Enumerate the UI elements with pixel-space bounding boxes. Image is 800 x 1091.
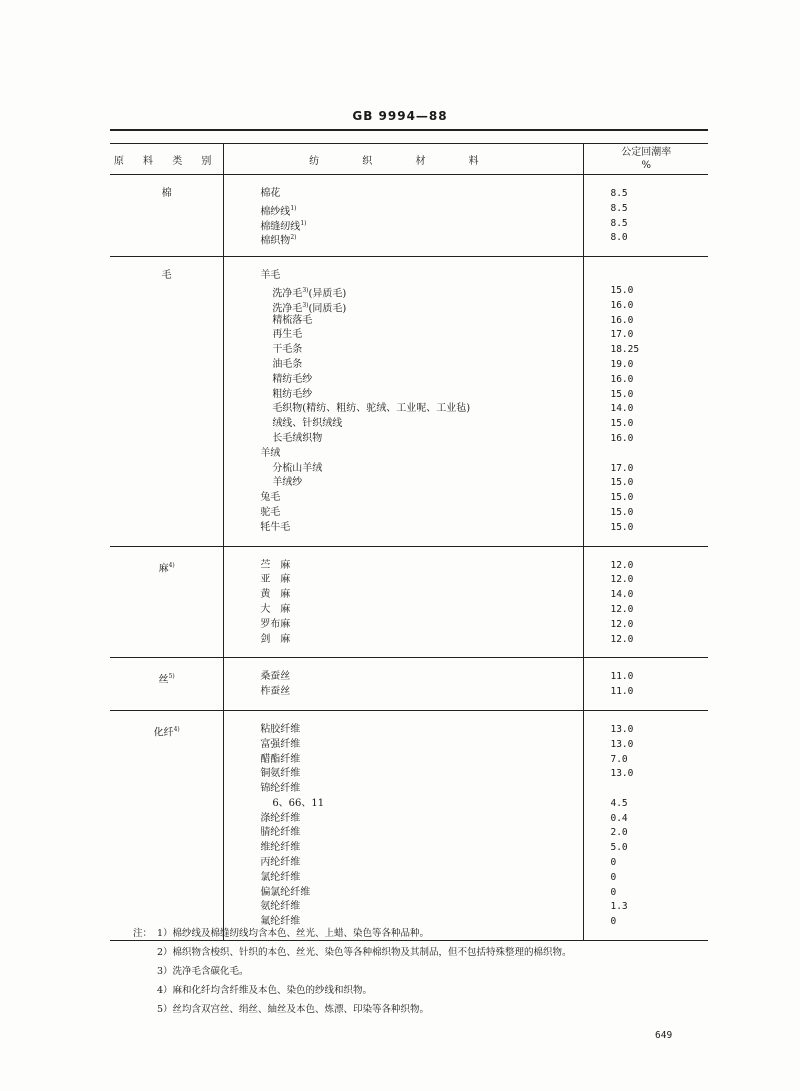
notes-section xyxy=(133,924,572,1019)
column-header-category: 原 料 类 别 xyxy=(110,144,224,175)
rate-value: 18.25 xyxy=(610,344,640,356)
rate-value: 11.0 xyxy=(610,671,634,683)
rate-value: 8.5 xyxy=(610,188,628,199)
rate-cell xyxy=(584,257,708,546)
rate-value xyxy=(584,782,708,797)
material-name: 维纶纤维 xyxy=(260,842,301,854)
material-item xyxy=(224,559,583,574)
rate-cell xyxy=(584,175,708,257)
material-item xyxy=(224,782,583,797)
material-name: 粘胶纤维 xyxy=(260,723,301,735)
rate-value: 15.0 xyxy=(610,388,634,400)
table-group-row xyxy=(110,175,708,257)
rate-value: 7.0 xyxy=(610,753,628,765)
material-cell xyxy=(224,710,584,940)
material-item xyxy=(224,603,583,618)
material-item xyxy=(224,299,583,314)
rate-value: 12.0 xyxy=(610,633,634,645)
category-label: 棉 xyxy=(161,188,172,199)
material-name: 粗纺毛纱 xyxy=(272,388,313,400)
material-name: 棉花 xyxy=(260,188,281,199)
material-name: 黄 麻 xyxy=(260,589,291,601)
material-name: 棉织物 xyxy=(260,235,291,247)
note-item xyxy=(133,962,572,981)
material-suffix: (异质毛) xyxy=(308,288,347,300)
rate-value: 15.0 xyxy=(610,521,634,533)
material-name: 剑 麻 xyxy=(260,633,291,645)
material-item xyxy=(224,202,583,217)
material-item xyxy=(224,187,583,202)
material-name: 氨纶纤维 xyxy=(260,901,301,913)
rate-value: 0 xyxy=(610,916,617,928)
rate-cell xyxy=(584,546,708,658)
material-item xyxy=(224,506,583,521)
material-name: 苎 麻 xyxy=(260,559,291,571)
note-text: 5）丝均含双宫丝、绢丝、紬丝及本色、炼漂、印染等各种织物。 xyxy=(157,1004,430,1015)
rate-value: 8.5 xyxy=(610,217,628,229)
material-name: 棉缝纫线 xyxy=(260,220,301,232)
rate-value: 0 xyxy=(610,871,617,883)
material-item xyxy=(224,402,583,417)
category-label: 丝 xyxy=(158,674,169,686)
header-rule xyxy=(110,129,708,131)
category-footnote-ref: 4) xyxy=(168,561,175,569)
note-item xyxy=(133,981,572,1000)
rate-value: 16.0 xyxy=(610,299,634,311)
material-item xyxy=(224,633,583,648)
material-name: 羊毛 xyxy=(260,270,281,282)
material-name: 丙纶纤维 xyxy=(260,857,301,869)
material-item xyxy=(224,856,583,871)
rate-value: 14.0 xyxy=(610,403,634,415)
rate-value: 0 xyxy=(610,886,617,898)
material-item xyxy=(224,670,583,685)
material-name: 腈纶纤维 xyxy=(260,827,301,839)
rate-value: 15.0 xyxy=(610,477,634,489)
material-item xyxy=(224,491,583,506)
material-item xyxy=(224,738,583,753)
category-label: 毛 xyxy=(161,270,172,282)
material-name: 偏氯纶纤维 xyxy=(260,886,311,898)
material-name: 毛织物(精纺、粗纺、驼绒、工业呢、工业毡) xyxy=(272,403,471,415)
material-item xyxy=(224,797,583,812)
category-footnote-ref: 5) xyxy=(168,673,175,681)
material-item xyxy=(224,373,583,388)
note-item xyxy=(133,1000,572,1019)
material-name: 洗净毛 xyxy=(272,288,303,300)
category-cell xyxy=(110,546,224,658)
rate-value xyxy=(584,447,708,462)
rate-value: 16.0 xyxy=(610,373,634,385)
material-item xyxy=(224,447,583,462)
rate-value: 0 xyxy=(610,857,617,869)
rate-header-unit: % xyxy=(641,160,651,171)
category-label: 化纤 xyxy=(153,727,174,739)
rate-value: 19.0 xyxy=(610,358,634,370)
note-item xyxy=(133,943,572,962)
material-item xyxy=(224,284,583,299)
column-header-rate xyxy=(584,144,708,175)
material-name: 涤纶纤维 xyxy=(260,812,301,824)
note-text: 3）洗净毛含碳化毛。 xyxy=(157,966,249,977)
rate-value: 15.0 xyxy=(610,418,634,430)
material-item xyxy=(224,417,583,432)
table-group-row xyxy=(110,257,708,546)
material-name: 氯纶纤维 xyxy=(260,871,301,883)
material-name: 柞蚕丝 xyxy=(260,686,291,698)
material-item xyxy=(224,217,583,232)
material-item xyxy=(224,886,583,901)
material-item xyxy=(224,269,583,284)
material-item xyxy=(224,812,583,827)
material-item xyxy=(224,343,583,358)
material-name: 羊绒纱 xyxy=(272,477,303,489)
rate-value xyxy=(584,269,708,284)
material-name: 羊绒 xyxy=(260,447,281,459)
material-name: 铜氨纤维 xyxy=(260,768,301,780)
category-cell xyxy=(110,710,224,940)
material-name: 兔毛 xyxy=(260,492,281,504)
material-cell xyxy=(224,175,584,257)
material-item xyxy=(224,328,583,343)
material-item xyxy=(224,618,583,633)
table-header-row xyxy=(110,144,708,175)
rate-value: 1.3 xyxy=(610,901,628,913)
material-item xyxy=(224,231,583,246)
material-item xyxy=(224,685,583,700)
rate-value: 2.0 xyxy=(610,827,628,839)
material-item xyxy=(224,358,583,373)
rate-value: 17.0 xyxy=(610,462,634,474)
material-name: 锦纶纤维 xyxy=(260,783,301,795)
material-cell xyxy=(224,658,584,711)
material-item xyxy=(224,573,583,588)
rate-value: 16.0 xyxy=(610,314,634,326)
rate-value: 11.0 xyxy=(610,686,634,698)
page-number: 649 xyxy=(655,1030,673,1041)
material-item xyxy=(224,388,583,403)
material-footnote-ref: 1) xyxy=(290,204,297,212)
category-cell xyxy=(110,658,224,711)
material-name: 洗净毛 xyxy=(272,303,303,315)
notes-label: 注： xyxy=(133,928,153,939)
material-item xyxy=(224,871,583,886)
material-item xyxy=(224,826,583,841)
note-item xyxy=(133,924,572,943)
material-footnote-ref: 3) xyxy=(302,301,309,309)
material-item xyxy=(224,588,583,603)
material-name: 精梳落毛 xyxy=(272,314,313,326)
material-name: 亚 麻 xyxy=(260,574,291,586)
rate-value: 15.0 xyxy=(610,492,634,504)
material-cell xyxy=(224,546,584,658)
column-header-material: 纺 织 材 料 xyxy=(224,144,584,175)
category-cell xyxy=(110,175,224,257)
rate-value: 13.0 xyxy=(610,738,634,750)
material-name: 6、66、11 xyxy=(272,797,325,809)
rate-value: 13.0 xyxy=(610,768,634,780)
rate-value: 12.0 xyxy=(610,618,634,630)
rate-value: 17.0 xyxy=(610,329,634,341)
material-item xyxy=(224,462,583,477)
category-cell xyxy=(110,257,224,546)
material-item xyxy=(224,723,583,738)
rate-value: 12.0 xyxy=(610,574,634,586)
note-text: 4）麻和化纤均含纤维及本色、染色的纱线和织物。 xyxy=(157,985,373,996)
material-item xyxy=(224,900,583,915)
material-name: 干毛条 xyxy=(272,344,303,356)
category-footnote-ref: 4) xyxy=(173,725,180,733)
rate-value: 13.0 xyxy=(610,723,634,735)
material-name: 驼毛 xyxy=(260,506,281,518)
material-footnote-ref: 3) xyxy=(302,286,309,294)
material-name: 桑蚕丝 xyxy=(260,671,291,683)
notes-list xyxy=(133,924,572,1019)
table-group-row xyxy=(110,710,708,940)
material-name: 油毛条 xyxy=(272,358,303,370)
material-name: 棉纱线 xyxy=(260,206,291,218)
table-group-row xyxy=(110,546,708,658)
rate-value: 15.0 xyxy=(610,284,634,296)
material-name: 分梳山羊绒 xyxy=(272,462,323,474)
material-item xyxy=(224,753,583,768)
material-item xyxy=(224,767,583,782)
moisture-regain-table xyxy=(110,143,708,941)
material-name: 牦牛毛 xyxy=(260,521,291,533)
rate-cell xyxy=(584,658,708,711)
material-name: 大 麻 xyxy=(260,603,291,615)
category-label: 麻 xyxy=(158,562,169,574)
note-text: 2）棉织物含梭织、针织的本色、丝光、染色等各种棉织物及其制品，但不包括特殊整理的棉织物。 xyxy=(157,947,572,958)
table-body xyxy=(110,175,708,941)
material-name: 长毛绒织物 xyxy=(272,432,323,444)
table-group-row xyxy=(110,658,708,711)
material-name: 氟纶纤维 xyxy=(260,916,301,928)
rate-value: 16.0 xyxy=(610,432,634,444)
rate-value: 12.0 xyxy=(610,559,634,571)
rate-value: 4.5 xyxy=(610,797,628,809)
rate-value: 8.0 xyxy=(610,232,628,244)
rate-value: 15.0 xyxy=(610,506,634,518)
material-item xyxy=(224,521,583,536)
rate-value: 12.0 xyxy=(610,603,634,615)
material-item xyxy=(224,314,583,329)
material-name: 再生毛 xyxy=(272,329,303,341)
document-header: GB 9994—88 xyxy=(352,109,448,123)
rate-value: 14.0 xyxy=(610,589,634,601)
material-cell xyxy=(224,257,584,546)
note-text: 1）棉纱线及棉缝纫线均含本色、丝光、上蜡、染色等各种品种。 xyxy=(157,928,430,939)
material-name: 罗布麻 xyxy=(260,618,291,630)
material-name: 醋酯纤维 xyxy=(260,753,301,765)
rate-header-label: 公定回潮率 xyxy=(621,147,672,158)
material-footnote-ref: 2) xyxy=(290,234,297,242)
material-name: 精纺毛纱 xyxy=(272,373,313,385)
material-footnote-ref: 1) xyxy=(300,219,307,227)
material-item xyxy=(224,476,583,491)
material-item xyxy=(224,432,583,447)
rate-cell xyxy=(584,710,708,940)
material-suffix: (同质毛) xyxy=(308,303,347,315)
material-name: 绒线、针织绒线 xyxy=(272,418,343,430)
rate-value: 0.4 xyxy=(610,812,628,824)
material-name: 富强纤维 xyxy=(260,738,301,750)
rate-value: 8.5 xyxy=(610,202,628,214)
rate-value: 5.0 xyxy=(610,842,628,854)
material-item xyxy=(224,841,583,856)
